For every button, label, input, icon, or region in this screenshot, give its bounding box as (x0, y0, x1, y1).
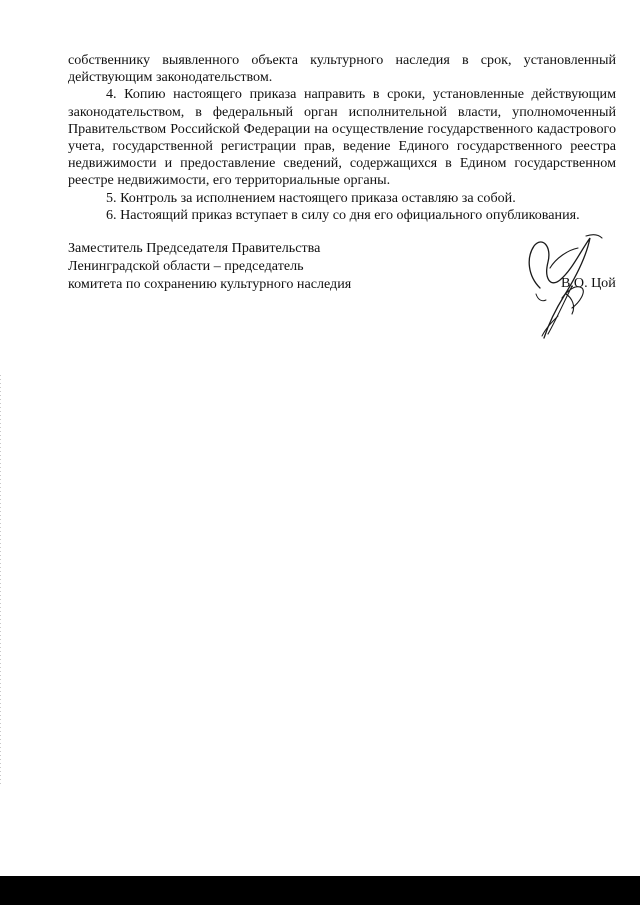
paragraph-continuation: собственнику выявленного объекта культурного наследия в срок, установленный действующим законодательством. (68, 52, 616, 86)
signer-title-line: комитета по сохранению культурного наследия (68, 275, 352, 292)
signer-title-line: Ленинградской области – председатель (68, 257, 304, 274)
signer-title-line: Заместитель Председателя Правительства (68, 240, 321, 256)
paragraph-item-5: 5. Контроль за исполнением настоящего приказа оставляю за собой. (106, 189, 516, 206)
paragraph-item-6: 6. Настоящий приказ вступает в силу со дня его официального опубликования. (106, 206, 580, 223)
signer-name: В.О. Цой (561, 275, 616, 291)
signature-block (68, 240, 616, 350)
scan-edge-artifact (0, 375, 1, 785)
document-body (68, 52, 616, 224)
paragraph-item-4: 4. Копию настоящего приказа направить в сроки, установленные действующим законодательством, в федеральный орган исполнительной власти, уполномоченный Правительством Российской Федерации на осуществление государственного кадастрового учета, государственной регистрации прав, ведение Единого государственного реестра недвижимости и предоставление сведений, содержащихся в Едином государственном реестре недвижимости, его территориальные органы. (68, 86, 616, 189)
scan-bottom-border (0, 876, 640, 905)
signer-title (68, 240, 351, 293)
